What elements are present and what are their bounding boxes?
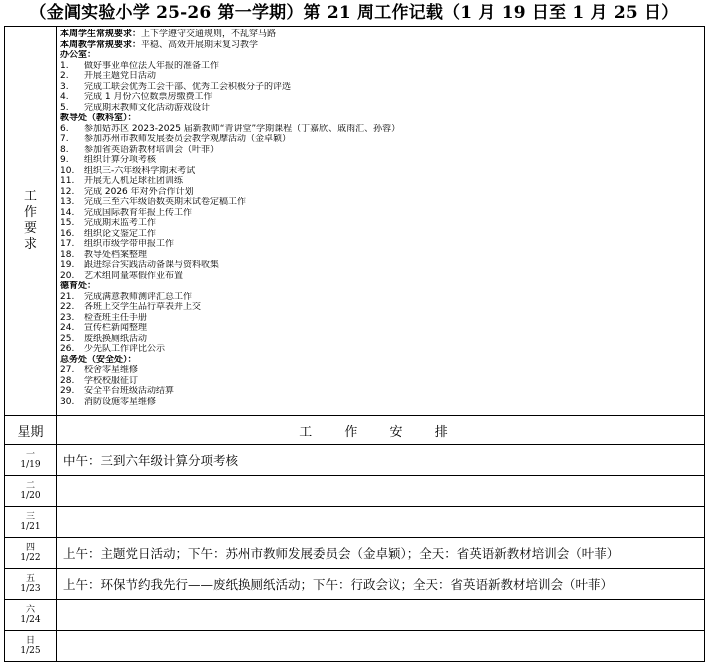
arrangement-cell	[57, 600, 705, 631]
day-cell	[5, 600, 57, 631]
requirement-item	[60, 124, 704, 135]
requirement-item	[60, 208, 704, 219]
requirement-number: 21.	[60, 291, 75, 302]
requirement-text: 开展无人机足球社团训练	[84, 176, 184, 186]
requirement-number: 1.	[60, 60, 69, 71]
requirement-number: 12.	[60, 186, 75, 197]
requirement-text: 各班上交学生品行草表并上交	[84, 302, 202, 312]
schedule-header-row	[5, 416, 705, 445]
arrangement-cell: 中午：三到六年级计算分项考核	[57, 445, 705, 476]
requirement-text: 跟进综合实践活动备课与资料收集	[84, 260, 220, 270]
requirement-text: 宣传栏新闻整理	[84, 323, 148, 333]
requirement-text: 开展主题党日活动	[84, 71, 157, 81]
arrangement-cell: 上午：环保节约我先行——废纸换厕纸活动；下午：行政会议；全天：省英语新教材培训会（叶菲）	[57, 569, 705, 600]
requirement-item	[60, 197, 704, 208]
day-row	[5, 631, 705, 662]
requirement-text: 组织三-六年级科学期末考试	[84, 165, 196, 176]
requirement-number: 22.	[60, 302, 75, 312]
requirement-number: 10.	[60, 165, 75, 176]
arrangement-cell	[57, 507, 705, 538]
day-column-header: 星期	[5, 416, 57, 445]
requirement-item	[60, 250, 704, 261]
requirement-item	[60, 365, 704, 376]
requirement-item	[60, 292, 704, 303]
arrangement-cell	[57, 476, 705, 507]
requirement-heading: 教导处（教科室）：	[60, 113, 137, 123]
date-label: 1/23	[20, 584, 41, 594]
requirement-text: 检查班主任手册	[84, 312, 148, 323]
weekday-label: 六	[25, 605, 35, 615]
requirement-item	[60, 323, 704, 334]
requirements-content	[57, 27, 705, 416]
requirement-text: 完成 1 月份六位数票房缴费工作	[84, 92, 213, 102]
day-cell	[5, 507, 57, 538]
day-row	[5, 507, 705, 538]
requirement-item	[60, 82, 704, 93]
requirement-number: 15.	[60, 218, 75, 228]
weekday-label: 五	[25, 574, 35, 584]
requirement-item	[60, 176, 704, 187]
requirement-item	[60, 103, 704, 114]
requirement-text: 组织市级学带申报工作	[84, 239, 175, 249]
requirement-number: 11.	[60, 176, 75, 186]
requirements-row	[5, 27, 705, 416]
requirement-number: 17.	[60, 239, 75, 249]
requirement-number: 30.	[60, 396, 75, 407]
day-cell	[5, 569, 57, 600]
arrangement-cell	[57, 631, 705, 662]
requirement-number: 18.	[60, 249, 75, 260]
requirement-item	[60, 376, 704, 387]
requirement-item	[60, 239, 704, 250]
requirement-number: 24.	[60, 323, 75, 333]
date-label: 1/20	[20, 491, 41, 501]
requirement-text: 废纸换厕纸活动	[84, 333, 148, 344]
requirement-item	[60, 313, 704, 324]
requirement-heading: 办公室：	[60, 50, 97, 60]
requirements-list	[60, 29, 704, 407]
requirement-lead: 本周学生常规要求：	[60, 29, 142, 39]
day-cell	[5, 476, 57, 507]
requirement-text: 少先队工作评比公示	[84, 344, 166, 354]
requirement-number: 19.	[60, 260, 75, 270]
day-row	[5, 445, 705, 476]
requirement-text: 完成满意教师测评汇总工作	[84, 291, 193, 302]
date-label: 1/21	[20, 522, 41, 532]
weekday-label: 四	[25, 543, 35, 553]
requirement-item	[60, 229, 704, 240]
requirement-number: 25.	[60, 333, 75, 344]
requirement-item	[60, 397, 704, 408]
date-label: 1/22	[20, 553, 41, 563]
requirement-text: 参加省英语新教材培训会（叶菲）	[84, 144, 220, 155]
requirement-text: 完成三至六年级语数英期末试卷定稿工作	[84, 197, 247, 207]
requirement-item	[60, 271, 704, 282]
requirement-text: 完成期末教师文化活动游戏设计	[84, 102, 211, 113]
requirement-text: 做好事业单位法人年报的准备工作	[84, 60, 220, 71]
requirement-lead: 本周教学常规要求：	[60, 39, 142, 50]
day-row	[5, 538, 705, 569]
requirement-number: 7.	[60, 134, 69, 144]
weekday-label: 日	[25, 636, 35, 646]
requirement-item	[60, 344, 704, 355]
requirement-text: 完成期末监考工作	[84, 218, 157, 228]
requirement-text: 校舍零星维修	[84, 365, 139, 375]
requirement-heading: 总务处（安全处）：	[60, 354, 137, 365]
requirement-item	[60, 218, 704, 229]
day-row	[5, 600, 705, 631]
requirement-item	[60, 71, 704, 82]
date-label: 1/24	[20, 615, 41, 625]
day-cell	[5, 538, 57, 569]
requirement-number: 5.	[60, 102, 69, 113]
requirement-heading: 德育处：	[60, 281, 97, 291]
requirement-text: 参加苏州市教师发展委员会教学观摩活动（金卓颖）	[84, 134, 292, 144]
day-row	[5, 476, 705, 507]
requirement-number: 26.	[60, 344, 75, 354]
requirement-number: 27.	[60, 365, 75, 375]
day-cell	[5, 445, 57, 476]
requirement-item	[60, 260, 704, 271]
requirement-text: 参加姑苏区 2023-2025 届新教师“青讲堂”学期课程（丁嘉欣、戚雨汇、孙蓉）	[84, 123, 401, 134]
requirement-text: 学校校服征订	[84, 375, 139, 386]
arrangement-column-header: 工 作 安 排	[57, 416, 705, 445]
day-cell	[5, 631, 57, 662]
requirement-item	[60, 187, 704, 198]
requirement-item	[60, 302, 704, 313]
requirement-number: 13.	[60, 197, 75, 207]
requirement-text: 完成国际教育年报上传工作	[84, 207, 193, 218]
requirement-item	[60, 334, 704, 345]
requirement-number: 6.	[60, 123, 69, 134]
requirements-label: 工作要求	[23, 189, 37, 252]
requirement-number: 9.	[60, 155, 69, 165]
requirement-number: 28.	[60, 375, 75, 386]
requirement-text: 完成工联会优秀工会干部、优秀工会积极分子的评选	[84, 81, 292, 92]
requirement-item	[60, 92, 704, 103]
requirement-number: 3.	[60, 81, 69, 92]
requirements-label-cell	[5, 27, 57, 416]
arrangement-cell: 上午：主题党日活动；下午：苏州市教师发展委员会（金卓颖）；全天：省英语新教材培训会（叶菲）	[57, 538, 705, 569]
requirement-number: 23.	[60, 312, 75, 323]
requirement-item	[60, 145, 704, 156]
date-label: 1/25	[20, 646, 41, 656]
requirement-number: 16.	[60, 228, 75, 239]
weekday-label: 二	[25, 481, 35, 491]
requirement-item	[60, 61, 704, 72]
requirement-number: 4.	[60, 92, 69, 102]
requirement-text: 消防设施零星维修	[84, 396, 157, 407]
requirement-text: 平稳、高效开展期末复习教学	[141, 39, 259, 50]
requirement-item	[60, 166, 704, 177]
requirement-number: 2.	[60, 71, 69, 81]
date-label: 1/19	[20, 460, 41, 470]
requirement-text: 上下学遵守交通规则，不乱穿马路	[141, 29, 277, 39]
requirement-number: 20.	[60, 270, 75, 281]
schedule-body	[5, 445, 705, 662]
requirement-item	[60, 155, 704, 166]
requirement-text: 组织计算分项考核	[84, 155, 157, 165]
weekday-label: 三	[25, 512, 35, 522]
day-row	[5, 569, 705, 600]
requirement-text: 安全平台班级活动结算	[84, 386, 175, 396]
requirement-heading	[60, 40, 704, 51]
requirement-heading	[60, 29, 704, 40]
requirement-text: 完成 2026 年对外合作计划	[84, 186, 194, 197]
requirement-text: 艺术组同量寒假作业布置	[84, 270, 184, 281]
requirement-text: 教导处档案整理	[84, 249, 148, 260]
requirement-item	[60, 134, 704, 145]
work-record-table	[4, 26, 705, 662]
requirement-text: 组织论文鉴定工作	[84, 228, 157, 239]
requirement-number: 14.	[60, 207, 75, 218]
requirement-item	[60, 386, 704, 397]
weekday-label: 一	[25, 450, 35, 460]
page-title: （金阊实验小学 25-26 第一学期）第 21 周工作记载（1 月 19 日至 1 月 25 日）	[29, 3, 679, 23]
requirement-number: 29.	[60, 386, 75, 396]
requirement-number: 8.	[60, 144, 69, 155]
